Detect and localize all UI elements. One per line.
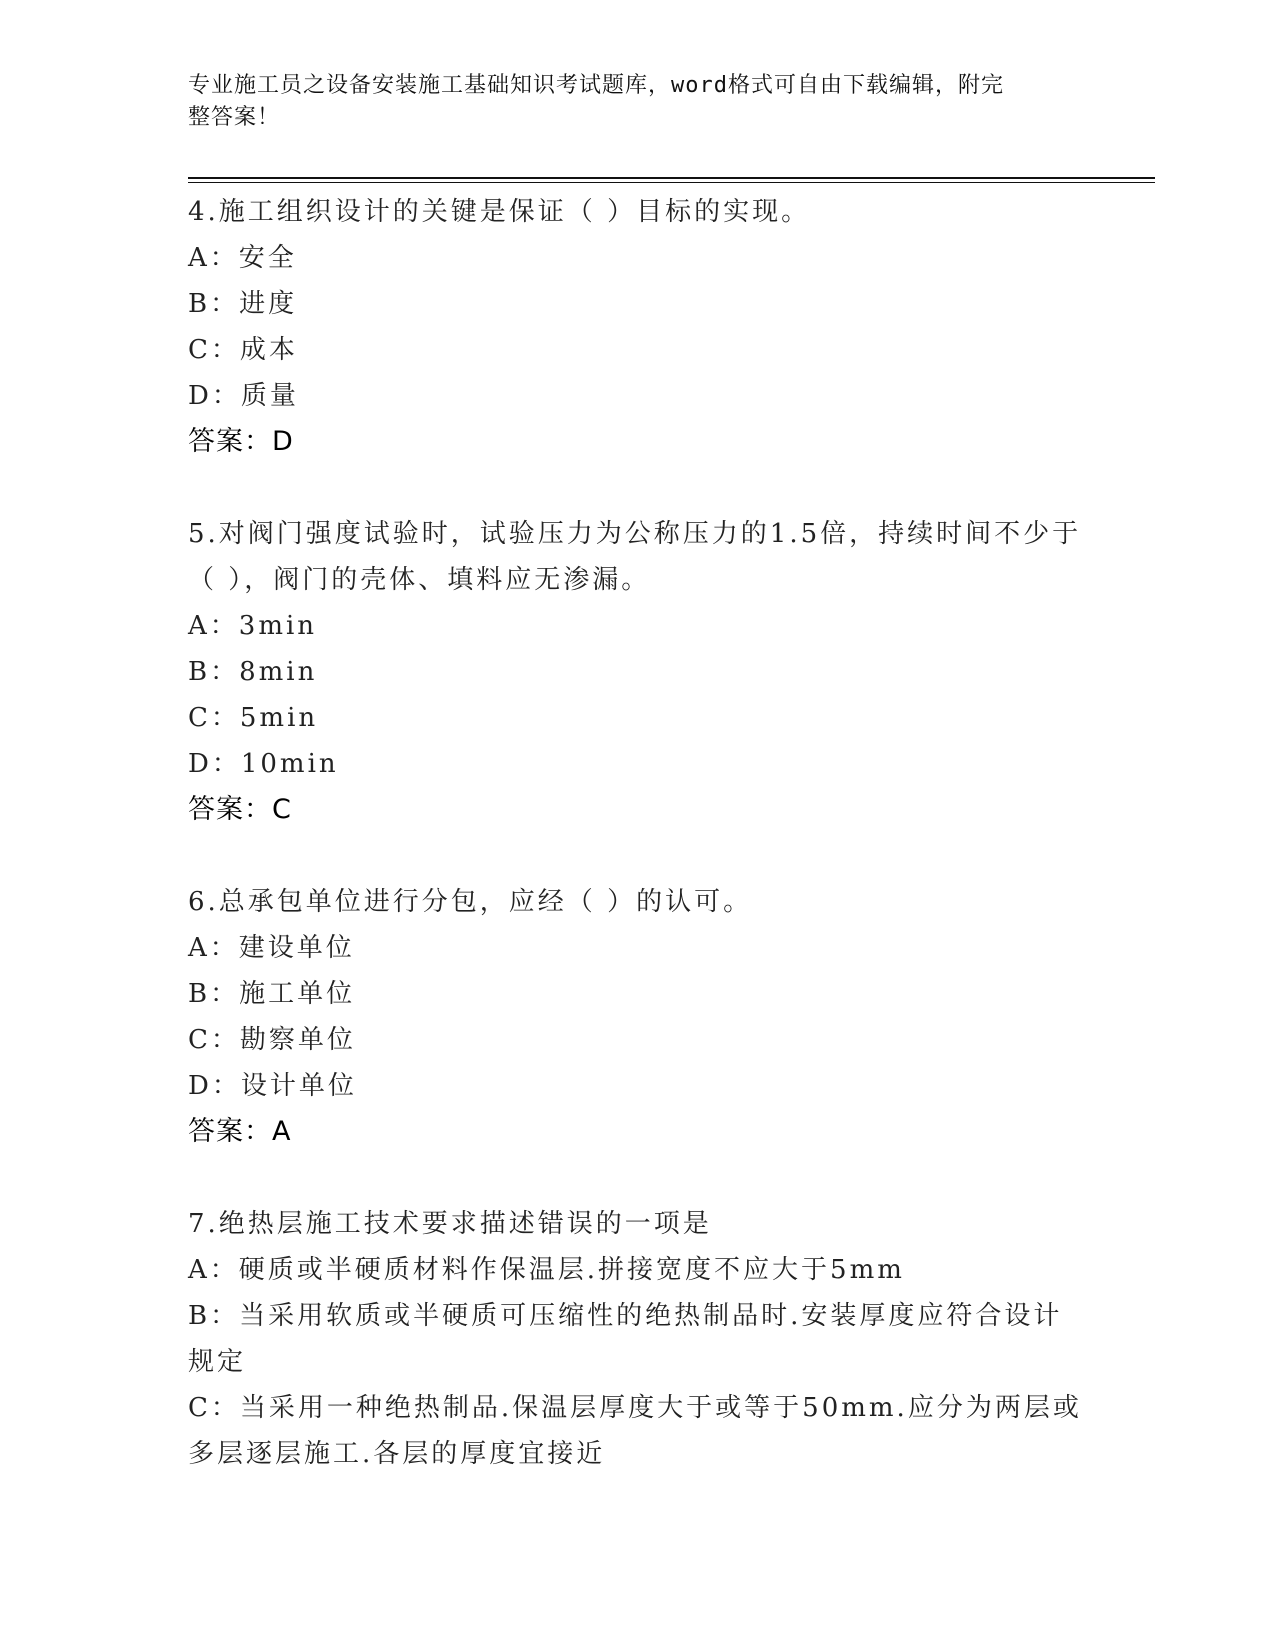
option-a: A：建设单位 bbox=[188, 933, 355, 963]
option-d: D：10min bbox=[188, 749, 339, 779]
option-b: B：施工单位 bbox=[188, 979, 356, 1009]
option-c: C：勘察单位 bbox=[188, 1025, 356, 1055]
option-d: D：设计单位 bbox=[188, 1071, 357, 1101]
option-c: C：5min bbox=[188, 703, 319, 733]
question-stem: 6.总承包单位进行分包，应经（ ）的认可。 bbox=[188, 887, 753, 917]
question-5 bbox=[188, 511, 1088, 833]
question-list bbox=[188, 189, 1088, 1477]
option-c: C：成本 bbox=[188, 335, 298, 365]
header-rule-thick bbox=[188, 177, 1155, 179]
option-c: C：当采用一种绝热制品.保温层厚度大于或等于50mm.应分为两层或多层逐层施工.各层的厚度宜接近 bbox=[188, 1393, 1082, 1469]
question-4 bbox=[188, 189, 1088, 465]
question-stem: 5.对阀门强度试验时，试验压力为公称压力的1.5倍，持续时间不少于（ ），阀门的壳体、填料应无渗漏。 bbox=[188, 519, 1082, 595]
option-b: B：当采用软质或半硬质可压缩性的绝热制品时.安装厚度应符合设计规定 bbox=[188, 1301, 1063, 1377]
answer-label: 答案：C bbox=[188, 794, 292, 825]
header-rule-thin bbox=[188, 182, 1155, 183]
option-b: B：进度 bbox=[188, 289, 298, 319]
document-header bbox=[188, 70, 1078, 134]
question-stem: 4.施工组织设计的关键是保证（ ）目标的实现。 bbox=[188, 197, 811, 227]
option-d: D：质量 bbox=[188, 381, 299, 411]
option-a: A：安全 bbox=[188, 243, 297, 273]
answer-label: 答案：D bbox=[188, 426, 294, 457]
header-line-1: 专业施工员之设备安装施工基础知识考试题库，word格式可自由下载编辑，附完 bbox=[188, 73, 1004, 98]
header-line-2: 整答案！ bbox=[188, 105, 281, 130]
option-b: B：8min bbox=[188, 657, 318, 687]
question-stem: 7.绝热层施工技术要求描述错误的一项是 bbox=[188, 1209, 712, 1239]
option-a: A：3min bbox=[188, 611, 318, 641]
answer-label: 答案：A bbox=[188, 1116, 292, 1147]
option-a: A：硬质或半硬质材料作保温层.拼接宽度不应大于5mm bbox=[188, 1255, 905, 1285]
question-7 bbox=[188, 1201, 1088, 1477]
question-6 bbox=[188, 879, 1088, 1155]
